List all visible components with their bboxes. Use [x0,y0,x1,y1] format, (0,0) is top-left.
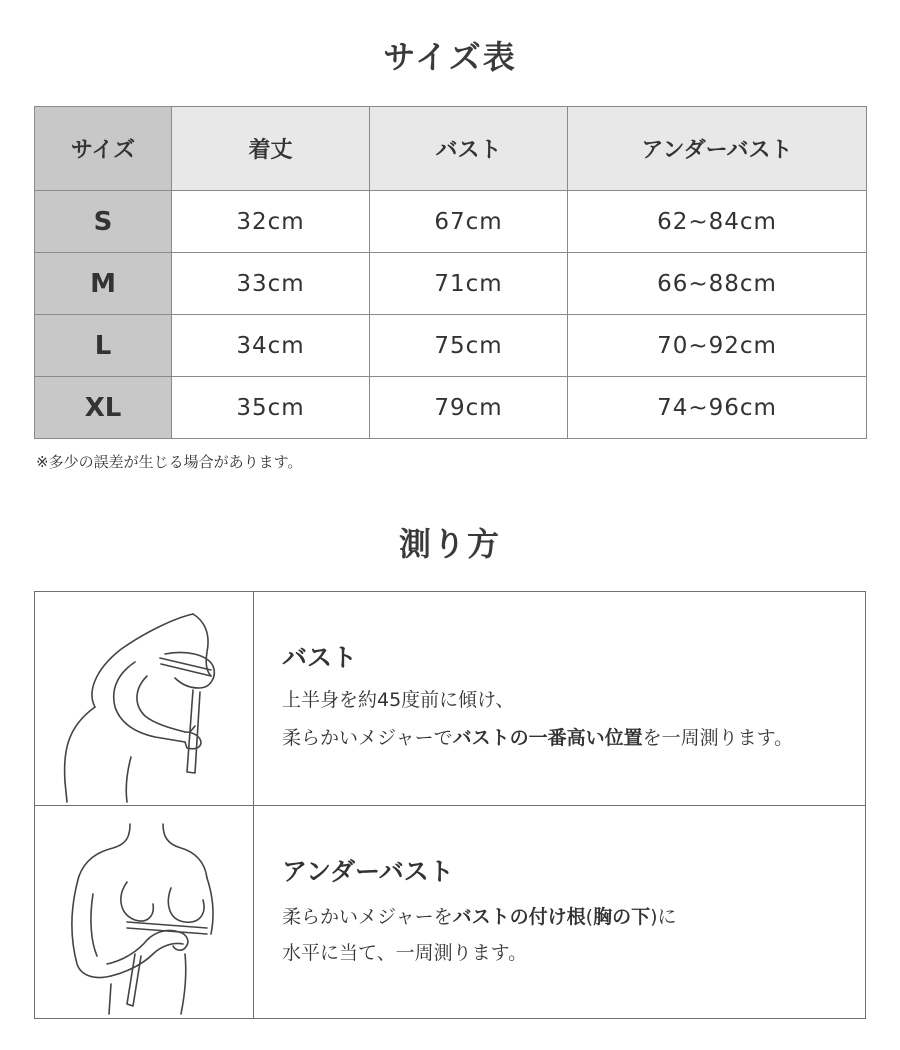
bust-instruction-line2 [282,723,793,750]
header-bust: バスト [370,107,568,191]
size-table [34,106,867,439]
header-underbust: アンダーバスト [568,107,867,191]
underbust-heading: アンダーバスト [282,857,454,886]
bust-value: 79cm [370,377,568,439]
table-row [35,253,867,315]
underbust-measure-illustration-icon [35,804,254,1018]
how-to-measure-title: 測り方 [398,525,501,563]
underbust-instruction-paren: ) [650,906,658,928]
underbust-instruction-emphasis: 胸の下 [593,906,651,928]
underbust-instruction-line1 [282,902,677,929]
size-table-header [35,107,867,191]
header-length: 着丈 [172,107,370,191]
bust-value: 71cm [370,253,568,315]
underbust-value: 74~96cm [568,377,867,439]
length-value: 34cm [172,315,370,377]
bust-value: 75cm [370,315,568,377]
size-label: L [35,315,172,377]
size-label: M [35,253,172,315]
underbust-value: 62~84cm [568,191,867,253]
underbust-value: 66~88cm [568,253,867,315]
size-note: ※多少の誤差が生じる場合があります。 [36,453,303,471]
length-value: 33cm [172,253,370,315]
length-value: 35cm [172,377,370,439]
size-chart-title: サイズ表 [383,38,517,76]
bust-instruction-text: を一周測ります。 [642,727,794,749]
underbust-instruction-text: 柔らかいメジャーを [282,906,453,928]
table-row [35,315,867,377]
bust-instruction-text: 柔らかいメジャーで [282,727,453,749]
table-row [35,377,867,439]
header-size: サイズ [35,107,172,191]
size-label: XL [35,377,172,439]
underbust-instruction-emphasis: バストの付け根 [452,906,586,928]
table-row [35,191,867,253]
bust-measure-box [34,591,866,806]
bust-value: 67cm [370,191,568,253]
bust-heading: バスト [282,643,358,672]
bust-measure-illustration-icon [35,592,254,805]
bust-instruction-line1: 上半身を約45度前に傾け、 [282,689,515,711]
underbust-instruction-text: に [657,906,677,928]
length-value: 32cm [172,191,370,253]
underbust-measure-box [34,804,866,1019]
underbust-instruction-line2: 水平に当て、一周測ります。 [282,942,528,964]
underbust-value: 70~92cm [568,315,867,377]
size-label: S [35,191,172,253]
underbust-instruction-paren: ( [585,906,594,928]
bust-instruction-emphasis: バストの一番高い位置 [452,727,643,749]
